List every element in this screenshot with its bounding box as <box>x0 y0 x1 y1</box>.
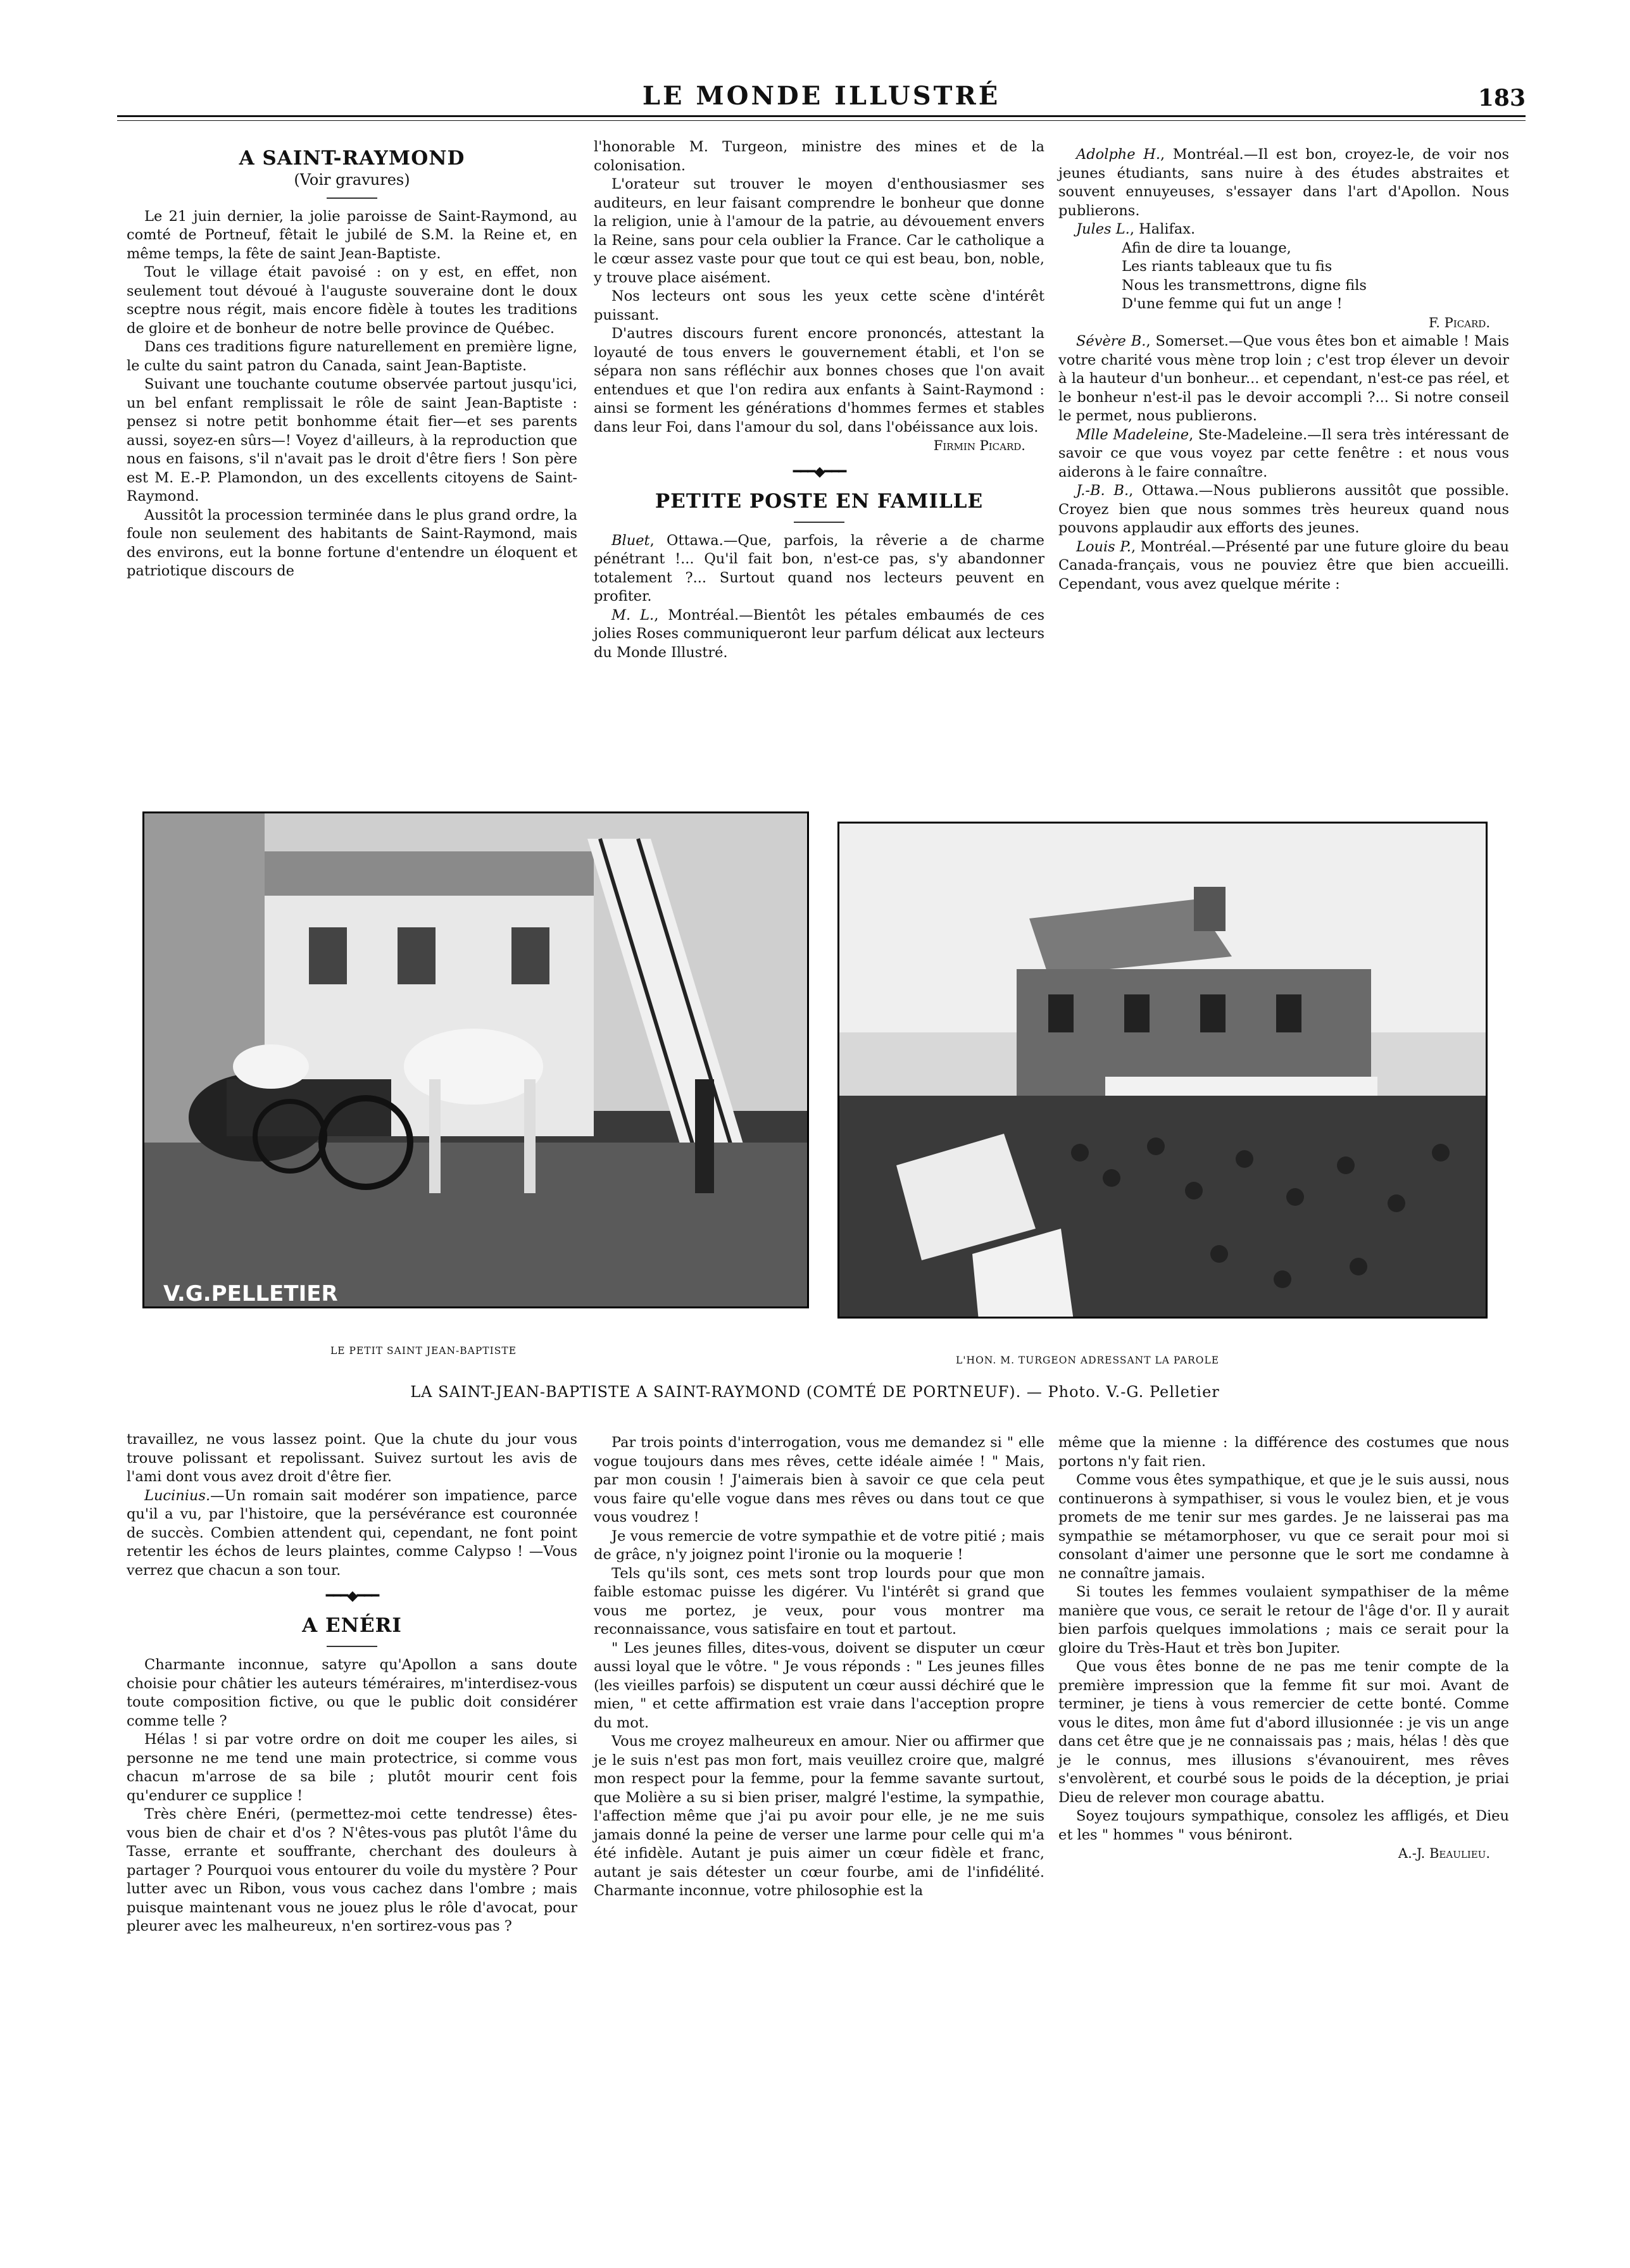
bottom-column-1 <box>127 1431 577 1936</box>
photo-petit-saint-jean-baptiste <box>142 811 809 1308</box>
paragraph: l'honorable M. Turgeon, ministre des mines et de la colonisation. <box>594 139 1044 174</box>
photo-turgeon-parole <box>837 822 1488 1319</box>
page-number: 183 <box>1477 85 1526 111</box>
verse-signature: F. Picard. <box>1428 315 1490 330</box>
article-subtitle: (Voir gravures) <box>294 171 410 189</box>
paragraph: Vous me croyez malheureux en amour. Nier ou affirmer que je le suis n'est pas mon fort, mais veuillez croire que, malgré mon respect pour la femme, pour la femme savante surtout, que Molière a su si bien priser, malgré l'estime, la sympathie, l'affection même que j'ai pu avoir pour elle, je ne me suis jamais donné la peine de verser une larme pour celle qui m'a été infidèle. Autant je puis aimer un cœur fidèle et franc, autant je sais détester un cœur fourbe, ami de l'infidélité. Charmante inconnue, votre philosophie est la <box>594 1733 1044 1899</box>
short-rule <box>327 1646 377 1647</box>
caption-left: LE PETIT SAINT JEAN-BAPTISTE <box>330 1345 517 1356</box>
verse-line: D'une femme qui fut un ange ! <box>1122 296 1343 312</box>
paragraph: D'autres discours furent encore prononcés, attestant la loyauté de tous envers le gouvernement établi, et l'on se sépara non sans réfléchir aux bonnes choses que l'on avait entendues et que l'on redira aux enfants à Saint-Raymond : ainsi se forment les générations d'hommes fermes et stables dans leur Foi, dans l'amour du sol, dans l'obéissance aux lois. <box>594 325 1044 435</box>
photo-credit-mark: V.G.PELLETIER <box>163 1281 338 1306</box>
article-title-petite-poste: PETITE POSTE EN FAMILLE <box>655 489 984 513</box>
letter-louis: Louis P., Montréal.—Présenté par une future gloire du beau Canada-français, vous ne pouviez être que bien accueilli. Cependant, vous avez quelque mérite : <box>1058 538 1510 592</box>
main-photo-caption <box>0 1383 1630 1401</box>
bottom-column-3 <box>1058 1434 1509 1864</box>
main-caption-title: LA SAINT-JEAN-BAPTISTE A SAINT-RAYMOND (COMTÉ DE PORTNEUF). <box>410 1383 1022 1401</box>
top-column-1 <box>127 146 577 581</box>
paragraph: Hélas ! si par votre ordre on doit me couper les ailes, si personne ne me tend une main protectrice, si comme vous chacun m'arrose de sa bile ; plutôt mourir cent fois qu'endurer ce supplice ! <box>127 1731 577 1804</box>
paragraph: Par trois points d'interrogation, vous me demandez si " elle vogue toujours dans mes rêves, cette idéale aimée ! " Mais, par mon cousin ! J'aimerais bien à savoir ce que cela peut vous faire qu'elle vogue dans mes rêves ou dans tout ce que vous voudrez ! <box>594 1434 1044 1526</box>
masthead-rule <box>117 115 1526 117</box>
paragraph: Je vous remercie de votre sympathie et de votre pitié ; mais de grâce, n'y joignez point l'ironie ou la moquerie ! <box>594 1527 1044 1563</box>
paragraph: Suivant une touchante coutume observée partout jusqu'ici, un bel enfant remplissait le rôle de saint Jean-Baptiste : pensez si notre petit bonhomme était fier—et ses parents aussi, soyez-en sûrs—! Voyez d'ailleurs, à la reproduction que nous en faisons, s'il n'avait pas le droit d'être fiers ! Son père est M. E.-P. Plamondon, un des excellents citoyens de Saint-Raymond. <box>127 376 577 504</box>
verse-line: Nous les transmettrons, digne fils <box>1122 277 1367 294</box>
letter-lucinius: Lucinius.—Un romain sait modérer son impatience, parce qu'il a vu, par l'histoire, que la persévérance est couronnée de succès. Combien attendent qui, cependant, ne font point retentir les échos de leurs plaintes, comme Calypso ! —Vous verrez que chacun a son tour. <box>127 1487 577 1579</box>
newspaper-title: LE MONDE ILLUSTRÉ <box>642 81 1001 111</box>
masthead <box>117 71 1526 128</box>
signature-beaulieu: A.-J. Beaulieu. <box>1398 1846 1490 1861</box>
letter-adolphe: Adolphe H., Montréal.—Il est bon, croyez-le, de voir nos jeunes étudiants, sans nuire à des études abstraites et souvent ennuyeuses, s'essayer dans l'art d'Apollon. Nous publierons. <box>1058 146 1510 219</box>
letter-bluet: Bluet, Ottawa.—Que, parfois, la rêverie a de charme pénétrant !... Qu'il fait bon, n'est-ce pas, s'y abandonner totalement ?... Surtout quand nos lecteurs peuvent en profiter. <box>594 532 1044 605</box>
verse-line: Afin de dire ta louange, <box>1122 239 1291 256</box>
caption-right: L'HON. M. TURGEON ADRESSANT LA PAROLE <box>956 1355 1220 1366</box>
short-rule <box>327 197 377 199</box>
short-rule <box>794 522 844 523</box>
bottom-column-2 <box>594 1434 1044 1901</box>
article-title-a-eneri: A ENÉRI <box>302 1614 402 1637</box>
paragraph: Soyez toujours sympathique, consolez les affligés, et Dieu et les " hommes " vous béniront. <box>1058 1808 1509 1843</box>
article-title-saint-raymond: A SAINT-RAYMOND <box>239 147 465 170</box>
letter-jbb: J.-B. B., Ottawa.—Nous publierons aussitôt que possible. Croyez bien que nous sommes très heureux quand nous pouvons applaudir aux efforts des jeunes. <box>1058 482 1509 536</box>
signature-picard: Firmin Picard. <box>933 438 1025 453</box>
paragraph: Tels qu'ils sont, ces mets sont trop lourds pour que mon faible estomac puisse les digérer. Vu l'intérêt si grand que vous me portez, je veux, pour vous montrer ma reconnaissance, vous satisfaire en tout et partout. <box>594 1565 1044 1638</box>
paragraph: Aussitôt la procession terminée dans le plus grand ordre, la foule non seulement des habitants de Saint-Raymond, mais des environs, eut la bonne fortune d'entendre un éloquent et patriotique discours de <box>127 506 577 579</box>
horse-carriage-illustration <box>144 813 809 1308</box>
paragraph: L'orateur sut trouver le moyen d'enthousiasmer ses auditeurs, en leur faisant comprendre le bonheur que donne la religion, unie à l'amour de la patrie, au dévouement envers la Reine, sans pour cela oublier la France. Car le catholique a le cœur assez vaste pour que tout ce qui est beau, bon, noble, y trouve place aisément. <box>594 176 1044 286</box>
verse-line: Les riants tableaux que tu fis <box>1122 258 1332 275</box>
letter-severe: Sévère B., Somerset.—Que vous êtes bon et aimable ! Mais votre charité vous mène trop loin ; c'est trop élever un devoir à la hauteur d'un bonheur... et cependant, n'est-ce pas réel, et le bonheur n'est-il pas le devoir accompli ?... Si notre conseil le permet, nous publierons. <box>1058 333 1510 424</box>
paragraph: Charmante inconnue, satyre qu'Apollon a sans doute choisie pour châtier les auteurs téméraires, m'interdisez-vous toute composition fictive, ou que le public doit considérer comme telle ? <box>127 1657 577 1729</box>
paragraph: Le 21 juin dernier, la jolie paroisse de Saint-Raymond, au comté de Portneuf, fêtait le jubilé de S.M. la Reine et, en même temps, la fête de saint Jean-Baptiste. <box>127 208 577 262</box>
paragraph: Tout le village était pavoisé : on y est, en effet, non seulement tout dévoué à l'auguste souveraine dont le doux sceptre nous régit, mais encore fidèle à toutes les traditions de gloire et de bonheur de notre belle province de Québec. <box>127 264 577 337</box>
main-caption-credit: — Photo. V.-G. Pelletier <box>1026 1383 1220 1401</box>
ornament-divider: ━━━◆━━━ <box>793 463 846 480</box>
paragraph: Comme vous êtes sympathique, et que je le suis aussi, nous continuerons à sympathiser, si vous le voulez bien, et je vous promets de me tenir sur mes gardes. Je ne laisserai pas ma sympathie se métamorphoser, vu que ce serait pour moi si consolant d'aimer une personne que le sort me condamne à ne connaître jamais. <box>1058 1472 1509 1582</box>
letter-jules: Jules L., Halifax. <box>1076 221 1196 237</box>
paragraph: Nos lecteurs ont sous les yeux cette scène d'intérêt puissant. <box>594 288 1044 323</box>
masthead-rule-thin <box>117 120 1526 121</box>
letter-madeleine: Mlle Madeleine, Ste-Madeleine.—Il sera très intéressant de savoir ce que vous voyez par cette fenêtre : et nous vous aiderons à le faire connaître. <box>1058 426 1509 480</box>
letter-louis-continued: travaillez, ne vous lassez point. Que la chute du jour vous trouve polissant et repolissant. Suivez surtout les avis de l'ami dont vous avez droit d'être fier. <box>127 1431 577 1485</box>
paragraph: Très chère Enéri, (permettez-moi cette tendresse) êtes-vous bien de chair et d'os ? N'êtes-vous pas plutôt l'âme du Tasse, errante et souffrante, cherchant des douleurs à partager ? Pourquoi vous entourer du voile du mystère ? Pour lutter avec un Ribon, vous vous cachez dans l'ombre ; mais puisque maintenant vous ne jouez plus le rôle d'avocat, pour pleurer avec les malheureux, n'en sortirez-vous pas ? <box>127 1806 577 1934</box>
paragraph: même que la mienne : la différence des costumes que nous portons n'y fait rien. <box>1058 1434 1509 1470</box>
paragraph: " Les jeunes filles, dites-vous, doivent se disputer un cœur aussi loyal que le vôtre. " Je vous réponds : " Les jeunes filles (les vieilles parfois) se disputent un cœur aussi déchiré que le mien, " et cette affirmation est vraie dans l'acception propre du mot. <box>594 1639 1044 1731</box>
crowd-building-illustration <box>839 824 1488 1319</box>
paragraph: Dans ces traditions figure naturellement en première ligne, le culte du saint patron du Canada, saint Jean-Baptiste. <box>127 339 577 374</box>
top-column-3 <box>1058 146 1509 594</box>
letter-ml: M. L., Montréal.—Bientôt les pétales embaumés de ces jolies Roses communiqueront leur parfum délicat aux lecteurs du Monde Illustré. <box>594 606 1044 661</box>
paragraph: Que vous êtes bonne de ne pas me tenir compte de la première impression que la femme fit sur moi. Avant de terminer, je tiens à vous remercier de cette bonté. Comme vous le dites, mon âme fut d'abord illusionnée : je vis un ange dans cet être que je ne connaissais pas ; mais, hélas ! dès que je le connus, mes illusions s'évanouirent, mes rêves s'envolèrent, et courbé sous le poids de la déception, je priai Dieu de relever mon courage abattu. <box>1058 1658 1509 1806</box>
paragraph: Si toutes les femmes voulaient sympathiser de la même manière que vous, ce serait le retour de l'âge d'or. Il y aurait bien parfois quelques immolations ; mais ce serait pour la gloire du Très-Haut et très bon Jupiter. <box>1058 1584 1509 1657</box>
ornament-divider: ━━━◆━━━ <box>325 1588 379 1604</box>
top-column-2 <box>594 138 1044 662</box>
